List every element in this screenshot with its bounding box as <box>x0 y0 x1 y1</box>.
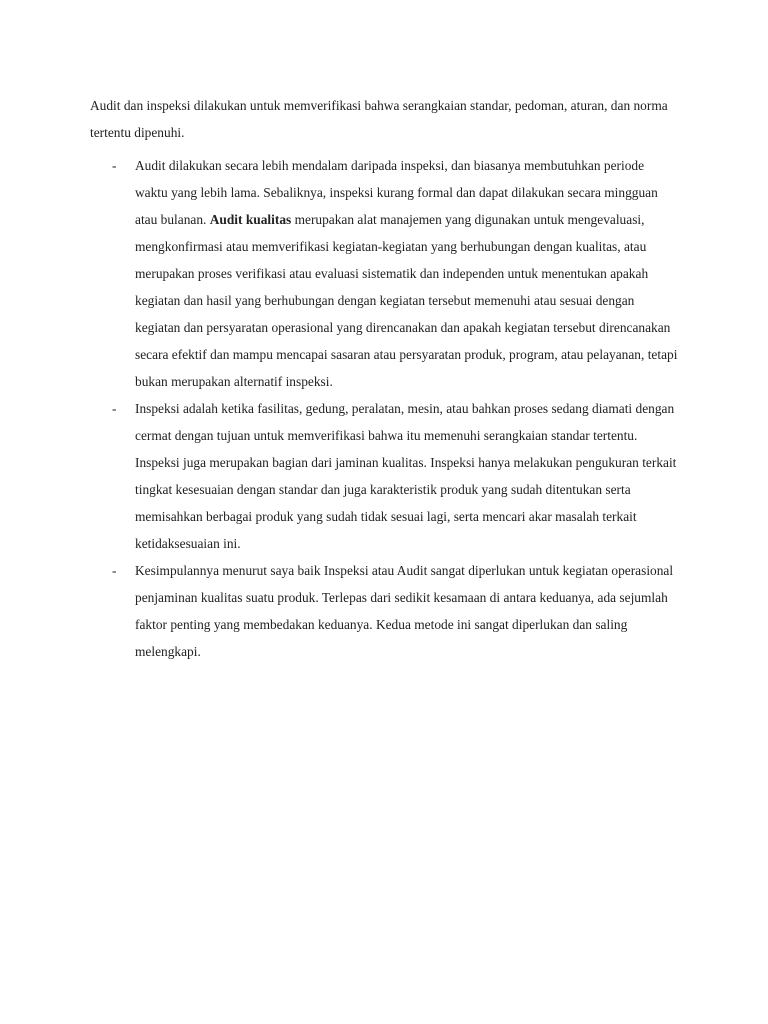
item-text: Inspeksi adalah ketika fasilitas, gedung, peralatan, mesin, atau bahkan proses sedang diamati dengan cermat dengan tujuan untuk memverifikasi bahwa itu memenuhi serangkaian standar tertentu. Inspeksi juga merupakan bagian dari jaminan kualitas. Inspeksi hanya melakukan pengukuran terkait tingkat kesesuaian dengan standar dan juga karakteristik produk yang sudah ditentukan serta memisahkan berbagai produk yang sudah tidak sesuai lagi, serta mencari akar masalah terkait ketidaksesuaian ini. <box>135 401 677 551</box>
document-page <box>90 92 680 665</box>
item-text: Kesimpulannya menurut saya baik Inspeksi atau Audit sangat diperlukan untuk kegiatan operasional penjaminan kualitas suatu produk. Terlepas dari sedikit kesamaan di antara keduanya, ada sejumlah faktor penting yang membedakan keduanya. Kedua metode ini sangat diperlukan dan saling melengkapi. <box>135 563 674 659</box>
bullet-dash: - <box>112 401 117 416</box>
item-text: Audit dilakukan secara lebih mendalam daripada inspeksi, dan biasanya membutuhkan periode waktu yang lebih lama. Sebaliknya, inspeksi kurang formal dan dapat dilakukan secara mingguan atau bulanan. <box>135 158 658 227</box>
list-item-inspeksi <box>90 395 680 557</box>
bullet-dash: - <box>112 563 117 578</box>
item-text-continued: merupakan alat manajemen yang digunakan untuk mengevaluasi, mengkonfirmasi atau memverifikasi kegiatan-kegiatan yang berhubungan dengan kualitas, atau merupakan proses verifikasi atau evaluasi sistematik dan independen untuk menentukan apakah kegiatan dan hasil yang berhubungan dengan kegiatan tersebut memenuhi atau sesuai dengan kegiatan dan persyaratan operasional yang direncanakan dan apakah kegiatan tersebut direncanakan secara efektif dan mampu mencapai sasaran atau persyaratan produk, program, atau pelayanan, tetapi bukan merupakan alternatif inspeksi. <box>135 212 678 389</box>
bullet-list <box>90 152 680 665</box>
bold-term: Audit kualitas <box>209 212 292 227</box>
list-item-kesimpulan <box>90 557 680 665</box>
bullet-dash: - <box>112 158 117 173</box>
intro-paragraph: Audit dan inspeksi dilakukan untuk memverifikasi bahwa serangkaian standar, pedoman, aturan, dan norma tertentu dipenuhi. <box>90 98 668 140</box>
list-item-audit <box>90 152 680 395</box>
